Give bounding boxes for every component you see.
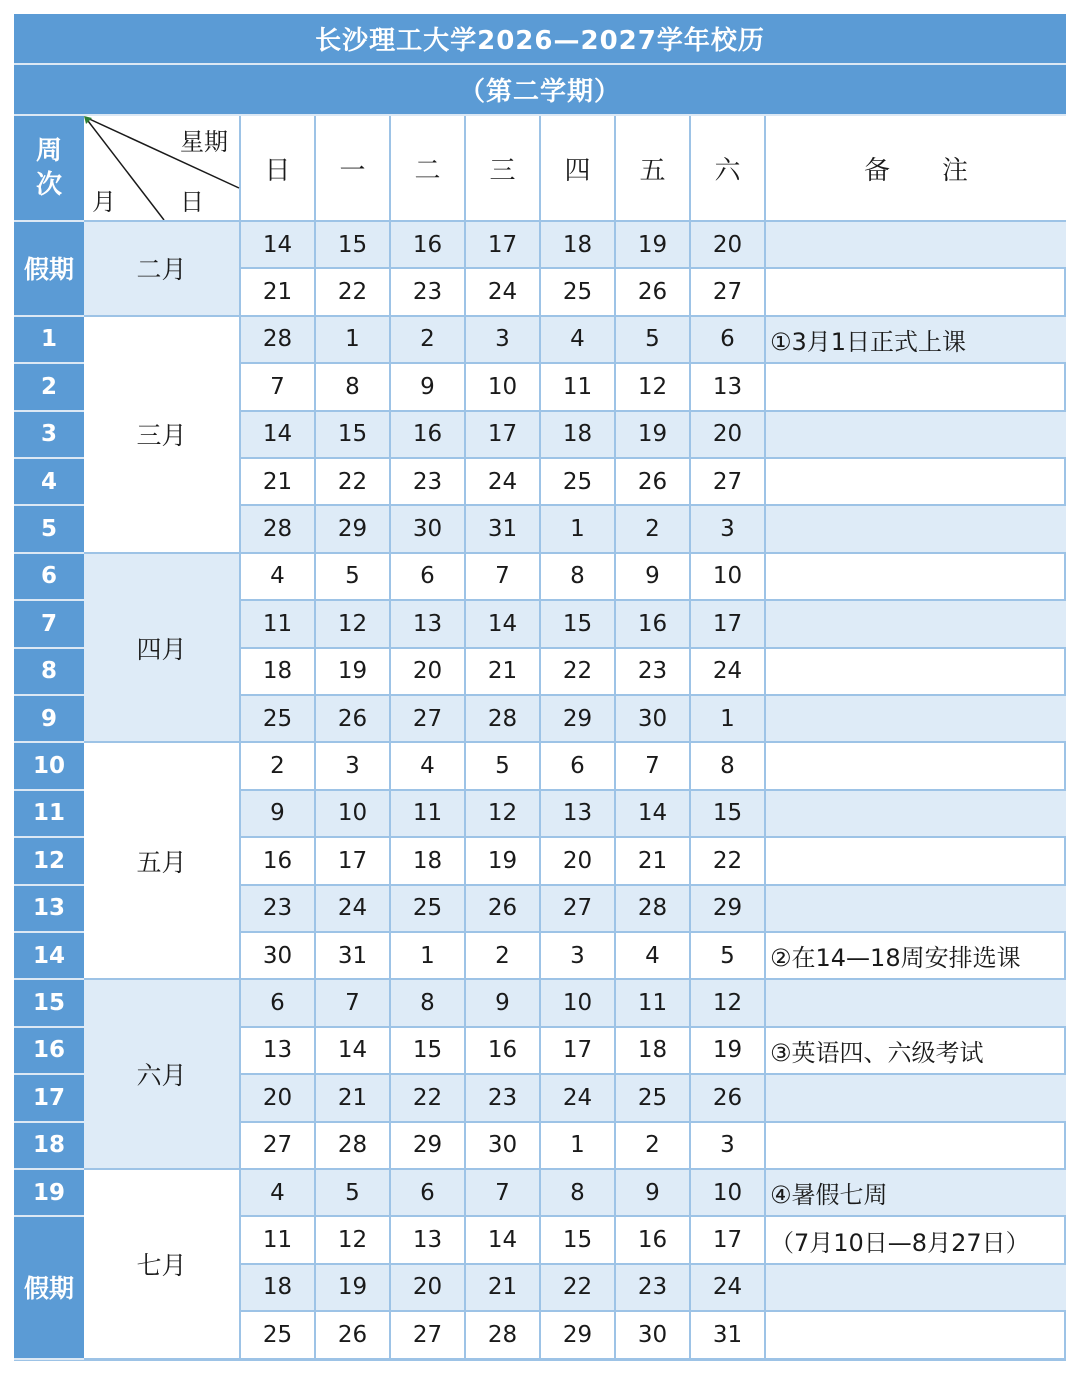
note-cell	[766, 1075, 1066, 1122]
date-cell: 24	[316, 886, 391, 933]
date-cell: 2	[241, 743, 316, 790]
date-cell: 9	[616, 554, 691, 601]
date-cell: 15	[316, 222, 391, 269]
date-cell: 11	[616, 980, 691, 1027]
date-cell: 28	[466, 696, 541, 743]
date-cell: 31	[691, 1312, 766, 1359]
date-cell: 25	[241, 1312, 316, 1359]
date-cell: 28	[316, 1123, 391, 1170]
date-cell: 7	[466, 1170, 541, 1217]
date-cell: 10	[541, 980, 616, 1027]
note-cell: ③英语四、六级考试	[766, 1028, 1066, 1075]
week-column-header: 周 次	[14, 116, 84, 222]
week-number: 4	[14, 459, 84, 506]
date-cell: 24	[691, 649, 766, 696]
date-cell: 16	[391, 222, 466, 269]
date-cell: 3	[466, 317, 541, 364]
note-cell	[766, 743, 1066, 790]
date-cell: 5	[466, 743, 541, 790]
date-cell: 20	[691, 222, 766, 269]
date-cell: 14	[241, 222, 316, 269]
date-cell: 27	[391, 696, 466, 743]
week-number: 1	[14, 317, 84, 364]
date-cell: 28	[616, 886, 691, 933]
date-cell: 7	[466, 554, 541, 601]
month-label: 四月	[84, 554, 241, 744]
month-label: 六月	[84, 980, 241, 1170]
date-cell: 13	[391, 601, 466, 648]
date-cell: 10	[691, 554, 766, 601]
date-cell: 3	[691, 1123, 766, 1170]
date-cell: 19	[316, 649, 391, 696]
date-cell: 27	[241, 1123, 316, 1170]
week-number: 12	[14, 838, 84, 885]
week-number: 16	[14, 1028, 84, 1075]
date-cell: 17	[466, 412, 541, 459]
week-number: 11	[14, 791, 84, 838]
date-cell: 5	[691, 933, 766, 980]
semester-subtitle: （第二学期）	[14, 65, 1066, 116]
date-cell: 17	[316, 838, 391, 885]
date-cell: 30	[466, 1123, 541, 1170]
month-label: 二月	[84, 222, 241, 317]
week-number: 10	[14, 743, 84, 790]
note-cell: ②在14—18周安排选课	[766, 933, 1066, 980]
note-cell	[766, 364, 1066, 411]
week-number: 15	[14, 980, 84, 1027]
date-cell: 8	[541, 1170, 616, 1217]
date-cell: 12	[691, 980, 766, 1027]
date-cell: 19	[691, 1028, 766, 1075]
date-cell: 5	[316, 554, 391, 601]
date-cell: 30	[391, 506, 466, 553]
week-number: 8	[14, 649, 84, 696]
date-cell: 3	[316, 743, 391, 790]
date-cell: 2	[391, 317, 466, 364]
date-cell: 8	[391, 980, 466, 1027]
date-cell: 22	[391, 1075, 466, 1122]
date-cell: 13	[541, 791, 616, 838]
date-cell: 4	[541, 317, 616, 364]
note-cell	[766, 980, 1066, 1027]
date-cell: 26	[316, 1312, 391, 1359]
note-cell	[766, 459, 1066, 506]
weekday-header: 四	[541, 116, 616, 222]
note-cell	[766, 222, 1066, 269]
week-number: 7	[14, 601, 84, 648]
date-cell: 13	[691, 364, 766, 411]
month-label: 七月	[84, 1170, 241, 1360]
date-cell: 2	[616, 506, 691, 553]
date-cell: 26	[616, 459, 691, 506]
weekday-header: 三	[466, 116, 541, 222]
note-cell	[766, 1312, 1066, 1359]
week-number: 2	[14, 364, 84, 411]
week-number: 13	[14, 886, 84, 933]
date-cell: 5	[616, 317, 691, 364]
date-cell: 30	[616, 1312, 691, 1359]
date-cell: 19	[616, 412, 691, 459]
date-cell: 19	[466, 838, 541, 885]
date-cell: 11	[541, 364, 616, 411]
date-cell: 11	[241, 1217, 316, 1264]
date-cell: 27	[391, 1312, 466, 1359]
note-cell	[766, 601, 1066, 648]
weekday-header: 一	[316, 116, 391, 222]
date-cell: 1	[541, 506, 616, 553]
date-cell: 31	[316, 933, 391, 980]
date-cell: 21	[241, 269, 316, 316]
note-cell	[766, 1265, 1066, 1312]
date-cell: 15	[316, 412, 391, 459]
date-cell: 20	[691, 412, 766, 459]
date-cell: 16	[616, 1217, 691, 1264]
week-number: 9	[14, 696, 84, 743]
date-cell: 13	[241, 1028, 316, 1075]
date-cell: 25	[241, 696, 316, 743]
date-cell: 26	[466, 886, 541, 933]
date-cell: 21	[316, 1075, 391, 1122]
note-cell	[766, 1123, 1066, 1170]
date-cell: 21	[241, 459, 316, 506]
date-cell: 24	[691, 1265, 766, 1312]
date-cell: 7	[616, 743, 691, 790]
date-cell: 29	[391, 1123, 466, 1170]
date-cell: 18	[241, 649, 316, 696]
week-label: 假期	[14, 1217, 84, 1359]
date-cell: 22	[316, 269, 391, 316]
diagonal-header	[84, 116, 241, 222]
date-cell: 9	[391, 364, 466, 411]
week-label: 假期	[14, 222, 84, 317]
date-cell: 30	[241, 933, 316, 980]
date-cell: 24	[466, 459, 541, 506]
week-number: 18	[14, 1123, 84, 1170]
date-cell: 12	[316, 601, 391, 648]
date-cell: 10	[691, 1170, 766, 1217]
date-cell: 29	[691, 886, 766, 933]
weekday-header: 六	[691, 116, 766, 222]
note-cell	[766, 696, 1066, 743]
date-cell: 17	[541, 1028, 616, 1075]
date-cell: 25	[541, 459, 616, 506]
note-cell	[766, 649, 1066, 696]
date-cell: 6	[391, 1170, 466, 1217]
note-cell	[766, 554, 1066, 601]
date-cell: 8	[541, 554, 616, 601]
note-cell: ④暑假七周	[766, 1170, 1066, 1217]
date-cell: 11	[241, 601, 316, 648]
date-cell: 12	[316, 1217, 391, 1264]
note-cell	[766, 506, 1066, 553]
date-cell: 6	[241, 980, 316, 1027]
date-cell: 18	[541, 412, 616, 459]
date-cell: 9	[466, 980, 541, 1027]
date-cell: 29	[541, 696, 616, 743]
date-cell: 15	[391, 1028, 466, 1075]
calendar	[14, 14, 1066, 1361]
date-cell: 23	[391, 459, 466, 506]
date-cell: 1	[391, 933, 466, 980]
date-cell: 20	[391, 649, 466, 696]
date-cell: 1	[691, 696, 766, 743]
date-cell: 16	[391, 412, 466, 459]
date-cell: 7	[241, 364, 316, 411]
date-cell: 20	[541, 838, 616, 885]
date-cell: 31	[466, 506, 541, 553]
date-cell: 4	[616, 933, 691, 980]
date-cell: 25	[541, 269, 616, 316]
date-cell: 14	[466, 1217, 541, 1264]
date-cell: 6	[541, 743, 616, 790]
date-cell: 1	[316, 317, 391, 364]
date-cell: 9	[616, 1170, 691, 1217]
date-cell: 12	[616, 364, 691, 411]
date-cell: 21	[616, 838, 691, 885]
date-cell: 1	[541, 1123, 616, 1170]
date-cell: 26	[616, 269, 691, 316]
date-cell: 30	[616, 696, 691, 743]
date-cell: 2	[616, 1123, 691, 1170]
date-cell: 18	[541, 222, 616, 269]
date-cell: 28	[241, 317, 316, 364]
diagonal-label-weekday: 星期	[180, 128, 228, 156]
calendar-grid	[14, 116, 1066, 1361]
week-number: 14	[14, 933, 84, 980]
weekday-header: 日	[241, 116, 316, 222]
date-cell: 8	[691, 743, 766, 790]
date-cell: 27	[541, 886, 616, 933]
date-cell: 29	[316, 506, 391, 553]
date-cell: 3	[691, 506, 766, 553]
date-cell: 25	[391, 886, 466, 933]
date-cell: 19	[316, 1265, 391, 1312]
week-number: 19	[14, 1170, 84, 1217]
date-cell: 20	[391, 1265, 466, 1312]
date-cell: 21	[466, 1265, 541, 1312]
date-cell: 23	[616, 1265, 691, 1312]
date-cell: 22	[541, 1265, 616, 1312]
diagonal-label-month: 月	[92, 188, 116, 216]
date-cell: 4	[391, 743, 466, 790]
date-cell: 18	[616, 1028, 691, 1075]
date-cell: 28	[241, 506, 316, 553]
date-cell: 22	[541, 649, 616, 696]
date-cell: 23	[391, 269, 466, 316]
date-cell: 23	[466, 1075, 541, 1122]
notes-header: 备 注	[766, 116, 1066, 222]
date-cell: 2	[466, 933, 541, 980]
date-cell: 3	[541, 933, 616, 980]
date-cell: 18	[241, 1265, 316, 1312]
note-cell	[766, 838, 1066, 885]
note-cell	[766, 791, 1066, 838]
date-cell: 27	[691, 459, 766, 506]
date-cell: 14	[316, 1028, 391, 1075]
date-cell: 6	[391, 554, 466, 601]
date-cell: 15	[691, 791, 766, 838]
date-cell: 16	[241, 838, 316, 885]
date-cell: 24	[466, 269, 541, 316]
date-cell: 16	[466, 1028, 541, 1075]
date-cell: 15	[541, 601, 616, 648]
date-cell: 12	[466, 791, 541, 838]
date-cell: 23	[616, 649, 691, 696]
note-cell: （7月10日—8月27日）	[766, 1217, 1066, 1264]
date-cell: 20	[241, 1075, 316, 1122]
diagonal-label-day: 日	[180, 188, 204, 216]
date-cell: 10	[466, 364, 541, 411]
week-number: 5	[14, 506, 84, 553]
date-cell: 17	[466, 222, 541, 269]
date-cell: 17	[691, 1217, 766, 1264]
date-cell: 5	[316, 1170, 391, 1217]
note-cell	[766, 886, 1066, 933]
date-cell: 10	[316, 791, 391, 838]
date-cell: 29	[541, 1312, 616, 1359]
date-cell: 4	[241, 554, 316, 601]
date-cell: 13	[391, 1217, 466, 1264]
calendar-title: 长沙理工大学2026—2027学年校历	[14, 14, 1066, 65]
date-cell: 26	[691, 1075, 766, 1122]
note-cell: ①3月1日正式上课	[766, 317, 1066, 364]
note-cell	[766, 269, 1066, 316]
weekday-header: 二	[391, 116, 466, 222]
date-cell: 25	[616, 1075, 691, 1122]
date-cell: 15	[541, 1217, 616, 1264]
date-cell: 4	[241, 1170, 316, 1217]
date-cell: 17	[691, 601, 766, 648]
date-cell: 8	[316, 364, 391, 411]
week-number: 17	[14, 1075, 84, 1122]
date-cell: 27	[691, 269, 766, 316]
date-cell: 22	[316, 459, 391, 506]
date-cell: 28	[466, 1312, 541, 1359]
date-cell: 22	[691, 838, 766, 885]
date-cell: 9	[241, 791, 316, 838]
date-cell: 7	[316, 980, 391, 1027]
date-cell: 14	[241, 412, 316, 459]
date-cell: 24	[541, 1075, 616, 1122]
date-cell: 16	[616, 601, 691, 648]
date-cell: 26	[316, 696, 391, 743]
weekday-header: 五	[616, 116, 691, 222]
date-cell: 19	[616, 222, 691, 269]
week-number: 6	[14, 554, 84, 601]
date-cell: 23	[241, 886, 316, 933]
date-cell: 6	[691, 317, 766, 364]
date-cell: 14	[466, 601, 541, 648]
date-cell: 18	[391, 838, 466, 885]
date-cell: 14	[616, 791, 691, 838]
date-cell: 21	[466, 649, 541, 696]
week-number: 3	[14, 412, 84, 459]
month-label: 五月	[84, 743, 241, 980]
date-cell: 11	[391, 791, 466, 838]
note-cell	[766, 412, 1066, 459]
month-label: 三月	[84, 317, 241, 554]
